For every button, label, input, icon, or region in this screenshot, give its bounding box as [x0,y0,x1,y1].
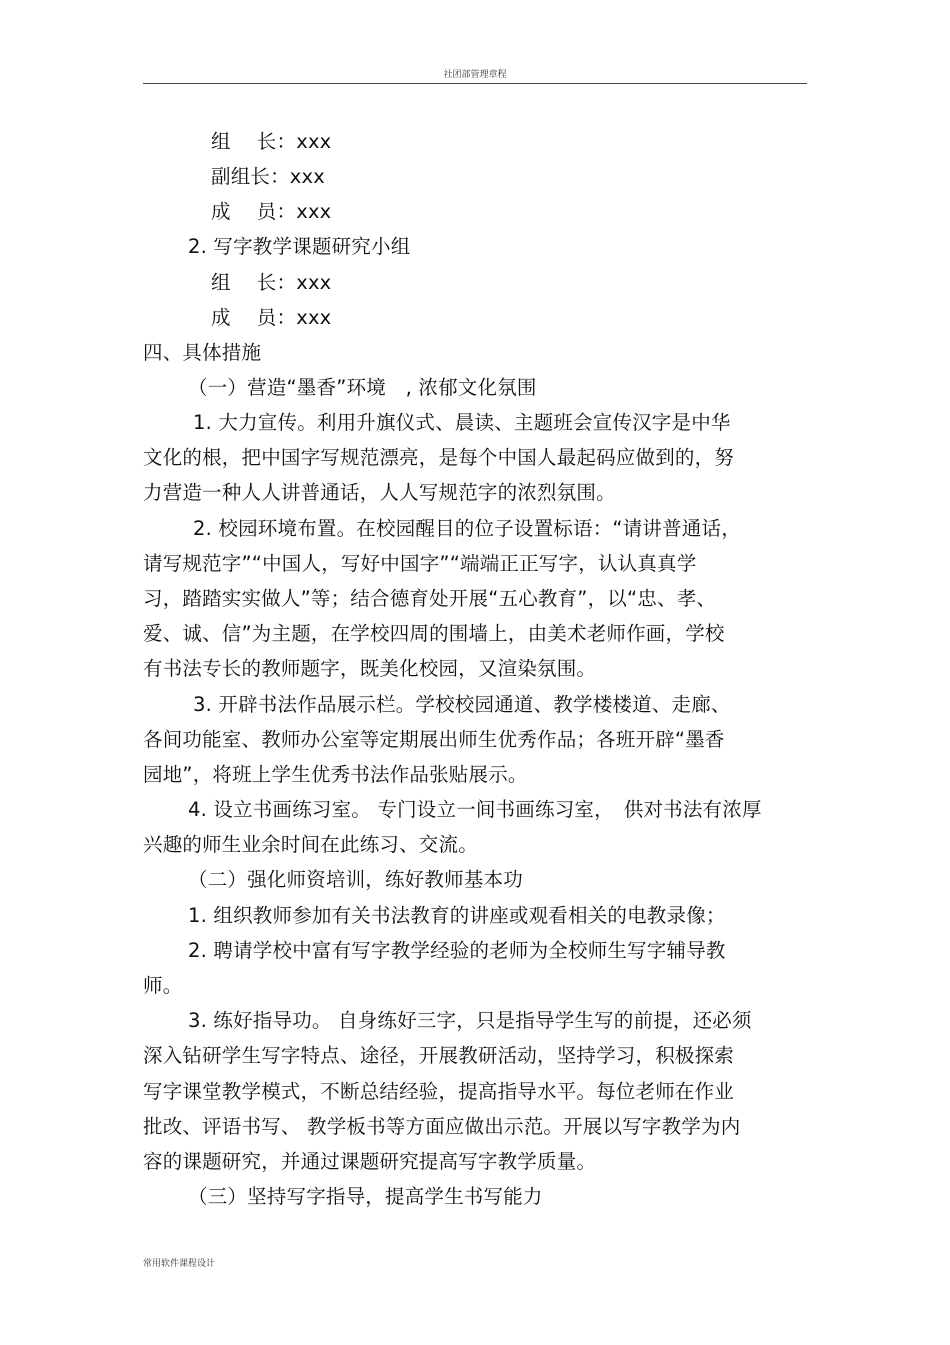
text-line: 3. 练好指导功。 自身练好三字，只是指导学生写的前提，还必须 [188,1009,752,1032]
subsection-heading: （三）坚持写字指导，提高学生书写能力 [188,1185,543,1208]
text-line: 文化的根，把中国字写规范漂亮，是每个中国人最起码应做到的，努 [143,446,735,469]
text-line: 容的课题研究，并通过课题研究提高写字教学质量。 [143,1150,597,1173]
text-line: 批改、评语书写、 教学板书等方面应做出示范。开展以写字教学为内 [143,1115,741,1138]
text-line: 1. 组织教师参加有关书法教育的讲座或观看相关的电教录像； [188,904,726,927]
text-line: 4. 设立书画练习室。 专门设立一间书画练习室， 供对书法有浓厚 [188,798,762,821]
section-heading: 四、具体措施 [143,341,262,364]
text-line: 有书法专长的教师题字，既美化校园，又渲染氛围。 [143,657,597,680]
text-line: 2. 聘请学校中富有写字教学经验的老师为全校师生写字辅导教 [188,939,726,962]
text-line: 力营造一种人人讲普通话，人人写规范字的浓烈氛围。 [143,481,616,504]
subsection-heading: （一）营造“墨香”环境 , 浓郁文化氛围 [188,376,537,399]
text-line: 组 长：xxx [211,130,332,153]
text-line: 各间功能室、教师办公室等定期展出师生优秀作品；各班开辟“墨香 [143,728,725,751]
text-line: 2. 校园环境布置。在校园醒目的位子设置标语：“请讲普通话， [193,517,741,540]
text-line: 成 员：xxx [211,200,332,223]
subsection-heading: （二）强化师资培训，练好教师基本功 [188,868,523,891]
text-line: 爱、诚、信”为主题，在学校四周的围墙上，由美术老师作画，学校 [143,622,725,645]
header-divider [143,83,807,84]
page-header: 社团部管理章程 [443,70,507,80]
text-line: 园地”，将班上学生优秀书法作品张贴展示。 [143,763,528,786]
text-line: 1. 大力宣传。利用升旗仪式、晨读、主题班会宣传汉字是中华 [193,411,731,434]
text-line: 成 员：xxx [211,306,332,329]
text-line: 副组长：xxx [211,165,326,188]
text-line: 兴趣的师生业余时间在此练习、交流。 [143,833,478,856]
text-line: 组 长：xxx [211,271,332,294]
text-line: 请写规范字”“中国人，写好中国字”“端端正正写字，认认真真学 [143,552,697,575]
text-line: 写字课堂教学模式，不断总结经验，提高指导水平。每位老师在作业 [143,1080,735,1103]
text-line: 习，踏踏实实做人”等；结合德育处开展“五心教育”，以“忠、孝、 [143,587,717,610]
page-footer: 常用软件课程设计 [143,1259,216,1269]
text-line: 2. 写字教学课题研究小组 [188,235,411,258]
text-line: 深入钻研学生写字特点、途径，开展教研活动，坚持学习，积极探索 [143,1044,735,1067]
text-line: 3. 开辟书法作品展示栏。学校校园通道、教学楼楼道、走廊、 [193,693,731,716]
text-line: 师。 [143,974,183,997]
